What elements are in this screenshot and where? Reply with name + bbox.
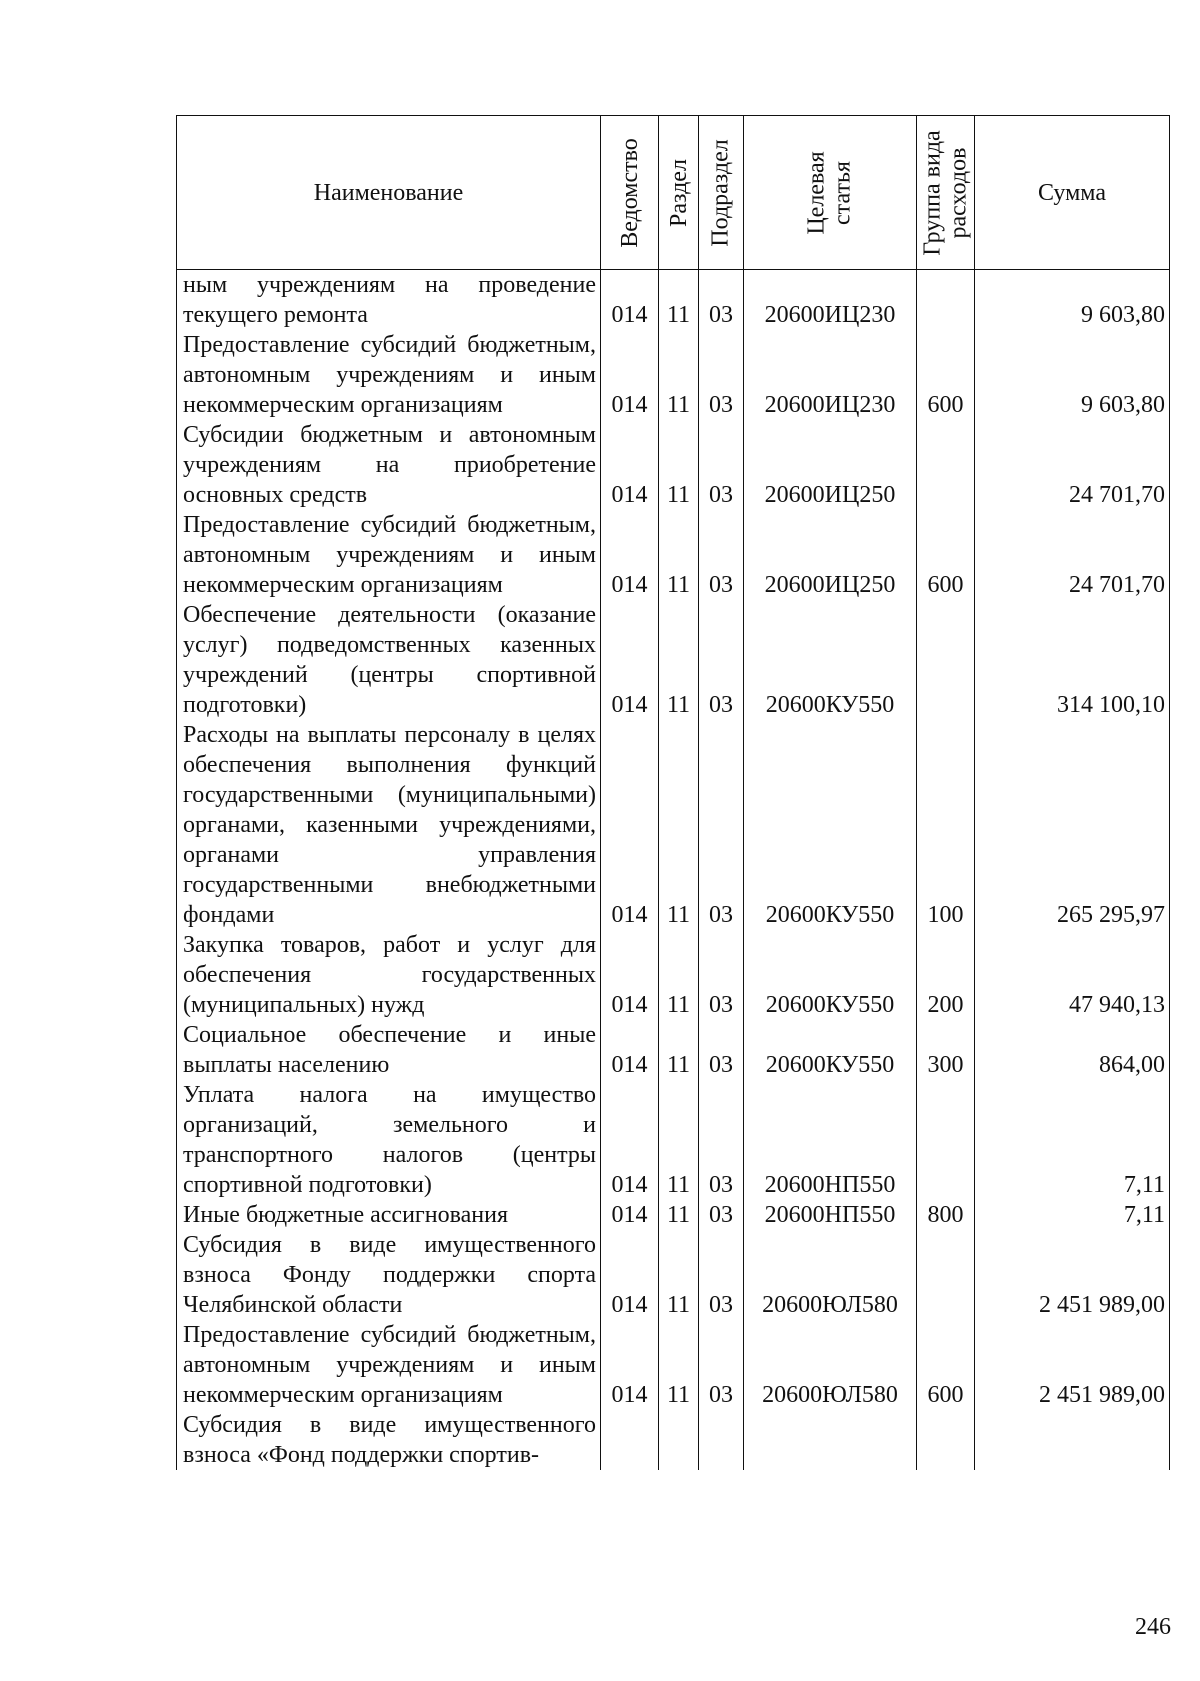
row-vedomstvo: 014 [601,1320,659,1410]
row-summa: 864,00 [975,1020,1170,1080]
row-gruppa: 800 [917,1200,975,1230]
row-vedomstvo: 014 [601,270,659,331]
row-gruppa [917,1410,975,1470]
table-row [177,270,1170,331]
table-header-row [177,116,1170,270]
row-gruppa: 300 [917,1020,975,1080]
row-razdel: 11 [659,1020,699,1080]
table-row [177,720,1170,930]
row-name: Субсидии бюджетным и автономным учреждениям на приобретение основных средств [177,420,601,510]
row-summa: 9 603,80 [975,270,1170,331]
header-razdel: Раздел [659,116,699,270]
row-razdel [659,1410,699,1470]
table-row [177,1080,1170,1200]
row-gruppa: 600 [917,1320,975,1410]
row-summa: 2 451 989,00 [975,1320,1170,1410]
header-summa: Сумма [975,116,1170,270]
table-row [177,330,1170,420]
row-podrazdel: 03 [699,420,744,510]
row-name: Уплата налога на имущество организаций, земельного и транспортного налогов (центры спортивной подготовки) [177,1080,601,1200]
row-razdel: 11 [659,720,699,930]
row-vedomstvo: 014 [601,720,659,930]
row-name: Субсидия в виде имущественного взноса Фонду поддержки спорта Челябинской области [177,1230,601,1320]
row-podrazdel [699,1410,744,1470]
budget-table [176,115,1170,1470]
row-summa: 2 451 989,00 [975,1230,1170,1320]
row-summa: 7,11 [975,1200,1170,1230]
row-vedomstvo: 014 [601,1020,659,1080]
row-celevaya-statya: 20600ИЦ250 [744,420,917,510]
table-row [177,420,1170,510]
table-row [177,1020,1170,1080]
row-name: Субсидия в виде имущественного взноса «Фонд поддержки спортив- [177,1410,601,1470]
row-name: Иные бюджетные ассигнования [177,1200,601,1230]
row-summa: 24 701,70 [975,420,1170,510]
row-summa: 9 603,80 [975,330,1170,420]
table-row [177,600,1170,720]
row-celevaya-statya: 20600ЮЛ580 [744,1320,917,1410]
row-name: Предоставление субсидий бюджетным, автономным учреждениям и иным некоммерческим организациям [177,510,601,600]
row-celevaya-statya: 20600НП550 [744,1200,917,1230]
page-number: 246 [1135,1614,1171,1640]
row-podrazdel: 03 [699,1230,744,1320]
row-vedomstvo: 014 [601,1200,659,1230]
header-podrazdel: Подраздел [699,116,744,270]
row-name: Закупка товаров, работ и услуг для обеспечения государственных (муниципальных) нужд [177,930,601,1020]
row-summa: 47 940,13 [975,930,1170,1020]
row-podrazdel: 03 [699,1200,744,1230]
row-gruppa [917,270,975,331]
table-row [177,1320,1170,1410]
row-vedomstvo [601,1410,659,1470]
table-row [177,1230,1170,1320]
row-celevaya-statya: 20600ЮЛ580 [744,1230,917,1320]
row-vedomstvo: 014 [601,600,659,720]
row-celevaya-statya: 20600ИЦ230 [744,270,917,331]
table-row [177,510,1170,600]
row-razdel: 11 [659,1080,699,1200]
table-row [177,930,1170,1020]
row-gruppa [917,420,975,510]
row-vedomstvo: 014 [601,330,659,420]
row-celevaya-statya: 20600КУ550 [744,930,917,1020]
row-celevaya-statya: 20600КУ550 [744,720,917,930]
row-vedomstvo: 014 [601,930,659,1020]
row-razdel: 11 [659,510,699,600]
row-podrazdel: 03 [699,600,744,720]
row-razdel: 11 [659,420,699,510]
row-gruppa [917,1080,975,1200]
row-vedomstvo: 014 [601,1230,659,1320]
row-razdel: 11 [659,1230,699,1320]
row-gruppa: 600 [917,510,975,600]
row-summa: 24 701,70 [975,510,1170,600]
row-celevaya-statya: 20600ИЦ250 [744,510,917,600]
row-summa: 7,11 [975,1080,1170,1200]
row-podrazdel: 03 [699,720,744,930]
row-podrazdel: 03 [699,270,744,331]
row-name: Обеспечение деятельности (оказание услуг) подведомственных казенных учреждений (центры спортивной подготовки) [177,600,601,720]
row-razdel: 11 [659,1200,699,1230]
row-podrazdel: 03 [699,1080,744,1200]
row-gruppa [917,1230,975,1320]
row-summa: 314 100,10 [975,600,1170,720]
row-name: Социальное обеспечение и иные выплаты населению [177,1020,601,1080]
row-name: Предоставление субсидий бюджетным, автономным учреждениям и иным некоммерческим организациям [177,330,601,420]
row-name: Расходы на выплаты персоналу в целях обеспечения выполнения функций государственными (муниципальными) органами, казенными учреждениями, органами управления государственными внебюджетными фондами [177,720,601,930]
row-celevaya-statya [744,1410,917,1470]
row-celevaya-statya: 20600КУ550 [744,1020,917,1080]
row-celevaya-statya: 20600КУ550 [744,600,917,720]
row-gruppa: 100 [917,720,975,930]
row-podrazdel: 03 [699,510,744,600]
row-podrazdel: 03 [699,930,744,1020]
row-razdel: 11 [659,600,699,720]
row-name: Предоставление субсидий бюджетным, автономным учреждениям и иным некоммерческим организациям [177,1320,601,1410]
row-vedomstvo: 014 [601,510,659,600]
row-razdel: 11 [659,930,699,1020]
row-razdel: 11 [659,270,699,331]
row-podrazdel: 03 [699,330,744,420]
header-name: Наименование [177,116,601,270]
row-razdel: 11 [659,1320,699,1410]
header-celevaya-statya: Целевая статья [744,116,917,270]
row-summa: 265 295,97 [975,720,1170,930]
header-gruppa-vida-raskhodov: Группа вида расходов [917,116,975,270]
row-podrazdel: 03 [699,1020,744,1080]
row-gruppa: 600 [917,330,975,420]
row-gruppa [917,600,975,720]
row-summa [975,1410,1170,1470]
row-gruppa: 200 [917,930,975,1020]
row-razdel: 11 [659,330,699,420]
row-name: ным учреждениям на проведение текущего ремонта [177,270,601,331]
header-vedomstvo: Ведомство [601,116,659,270]
table-row [177,1410,1170,1470]
row-celevaya-statya: 20600НП550 [744,1080,917,1200]
row-vedomstvo: 014 [601,1080,659,1200]
row-celevaya-statya: 20600ИЦ230 [744,330,917,420]
row-podrazdel: 03 [699,1320,744,1410]
table-row [177,1200,1170,1230]
row-vedomstvo: 014 [601,420,659,510]
